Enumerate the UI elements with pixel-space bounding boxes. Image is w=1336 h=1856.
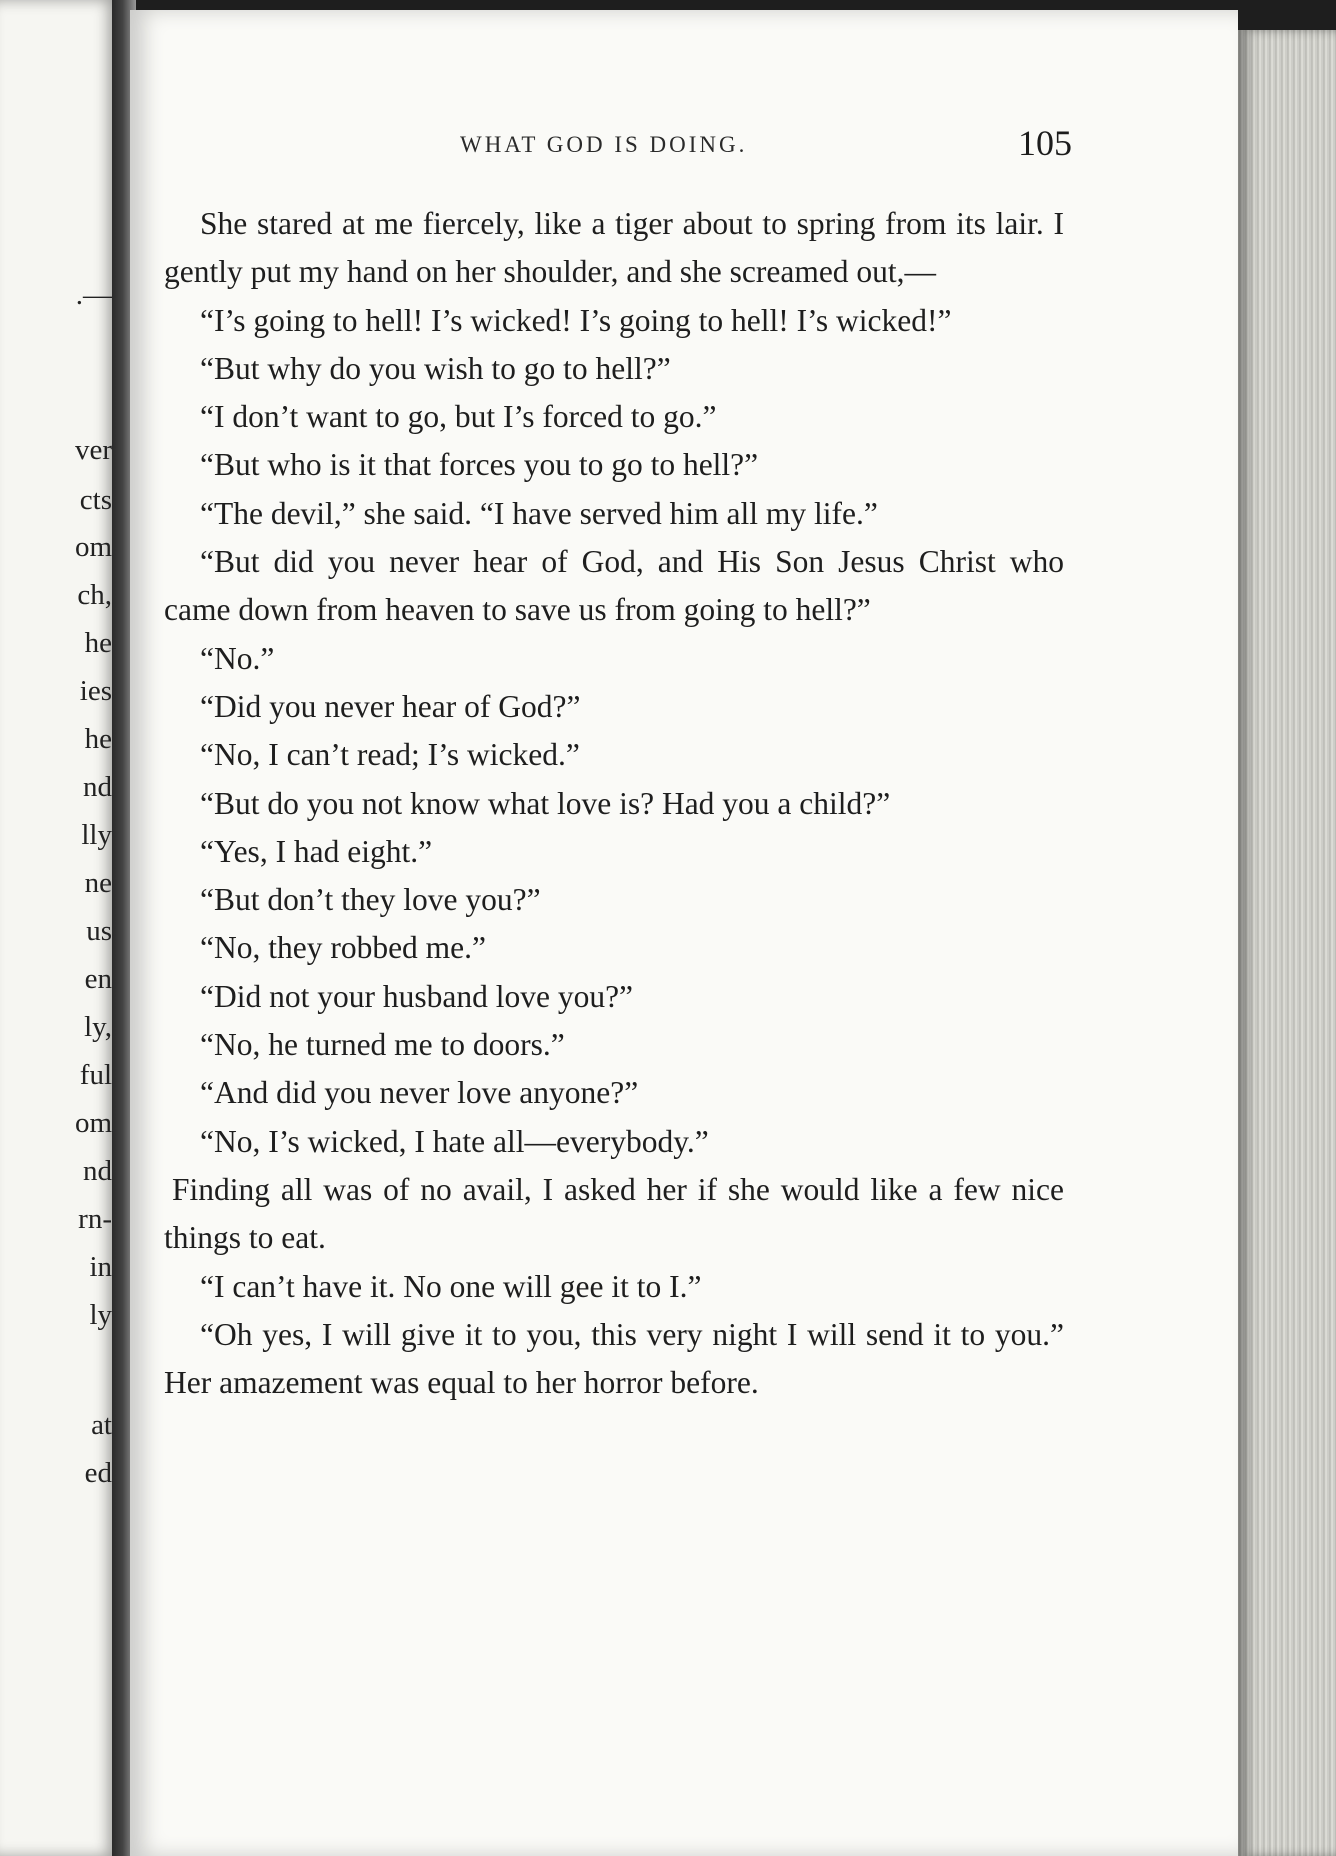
paragraph: “No, he turned me to doors.” <box>200 1027 565 1063</box>
left-page-fragment: lly <box>81 819 112 851</box>
page-edges <box>1238 30 1336 1856</box>
left-page-fragment: ies <box>79 675 112 707</box>
page-header <box>330 122 1072 172</box>
paragraph: “No.” <box>200 640 275 676</box>
left-page-fragment: he <box>84 723 112 755</box>
left-page-fragment: ch, <box>77 579 112 611</box>
left-page-fragment: ne <box>84 867 112 899</box>
paragraph: “But do you not know what love is? Had you a child?” <box>200 785 891 821</box>
left-page-fragment: nd <box>83 771 112 803</box>
paragraph: “No, I can’t read; I’s wicked.” <box>200 737 580 773</box>
paragraph: She stared at me fiercely, like a tiger about to spring from its lair. I gently put my hand on her shoulder, and she screamed out,— <box>164 206 1064 290</box>
paragraph: “Did not your husband love you?” <box>200 978 634 1014</box>
paragraph: “And did you never love anyone?” <box>200 1075 639 1111</box>
left-page-fragment: ed <box>84 1457 112 1489</box>
running-head: WHAT GOD IS DOING. <box>460 132 748 157</box>
left-page-fragment: .— <box>75 279 112 311</box>
left-page-fragment: us <box>86 915 112 947</box>
left-page-fragment: ver <box>74 434 112 466</box>
left-page-fragment: en <box>84 963 112 995</box>
paragraph: “Oh yes, I will give it to you, this very night I will send it to you.” Her amazement was equal to her horror before. <box>164 1316 1064 1401</box>
left-page-fragment: ful <box>79 1059 112 1091</box>
paragraph: “The devil,” she said. “I have served him all my life.” <box>200 495 878 531</box>
paragraph: “But don’t they love you?” <box>200 882 541 918</box>
paragraph: “Yes, I had eight.” <box>200 833 433 869</box>
paragraph: “I don’t want to go, but I’s forced to go.” <box>200 399 717 435</box>
paragraph: “No, I’s wicked, I hate all—everybody.” <box>200 1123 709 1159</box>
left-page-fragment: ly, <box>84 1011 112 1043</box>
paragraph: “But why do you wish to go to hell?” <box>200 350 671 386</box>
paragraph: “I can’t have it. No one will gee it to I.” <box>200 1268 702 1304</box>
left-page-text-fragments <box>0 0 112 1856</box>
left-page-fragment: cts <box>79 484 112 516</box>
paragraph: “Did you never hear of God?” <box>200 688 581 724</box>
paragraph: “I’s going to hell! I’s wicked! I’s going to hell! I’s wicked!” <box>200 302 952 338</box>
paragraph: Finding all was of no avail, I asked her if she would like a few nice things to eat. <box>164 1171 1064 1256</box>
left-page-fragment: he <box>84 627 112 659</box>
left-facing-page <box>0 0 118 1856</box>
page-number: 105 <box>1018 123 1072 163</box>
left-page-fragment: ly <box>89 1299 112 1331</box>
left-page-fragment: in <box>89 1251 112 1283</box>
paragraph: “No, they robbed me.” <box>200 930 487 966</box>
paragraph: “But who is it that forces you to go to hell?” <box>200 447 759 483</box>
left-page-fragment: rn- <box>78 1203 112 1235</box>
left-page-fragment: nd <box>83 1155 112 1187</box>
body-text <box>164 200 1064 1407</box>
left-page-fragment: om <box>74 1107 112 1139</box>
paragraph: “But did you never hear of God, and His Son Jesus Christ who came down from heaven to save us from going to hell?” <box>164 544 1064 628</box>
left-page-fragment: at <box>91 1409 112 1441</box>
left-page-fragment: om <box>74 531 112 563</box>
